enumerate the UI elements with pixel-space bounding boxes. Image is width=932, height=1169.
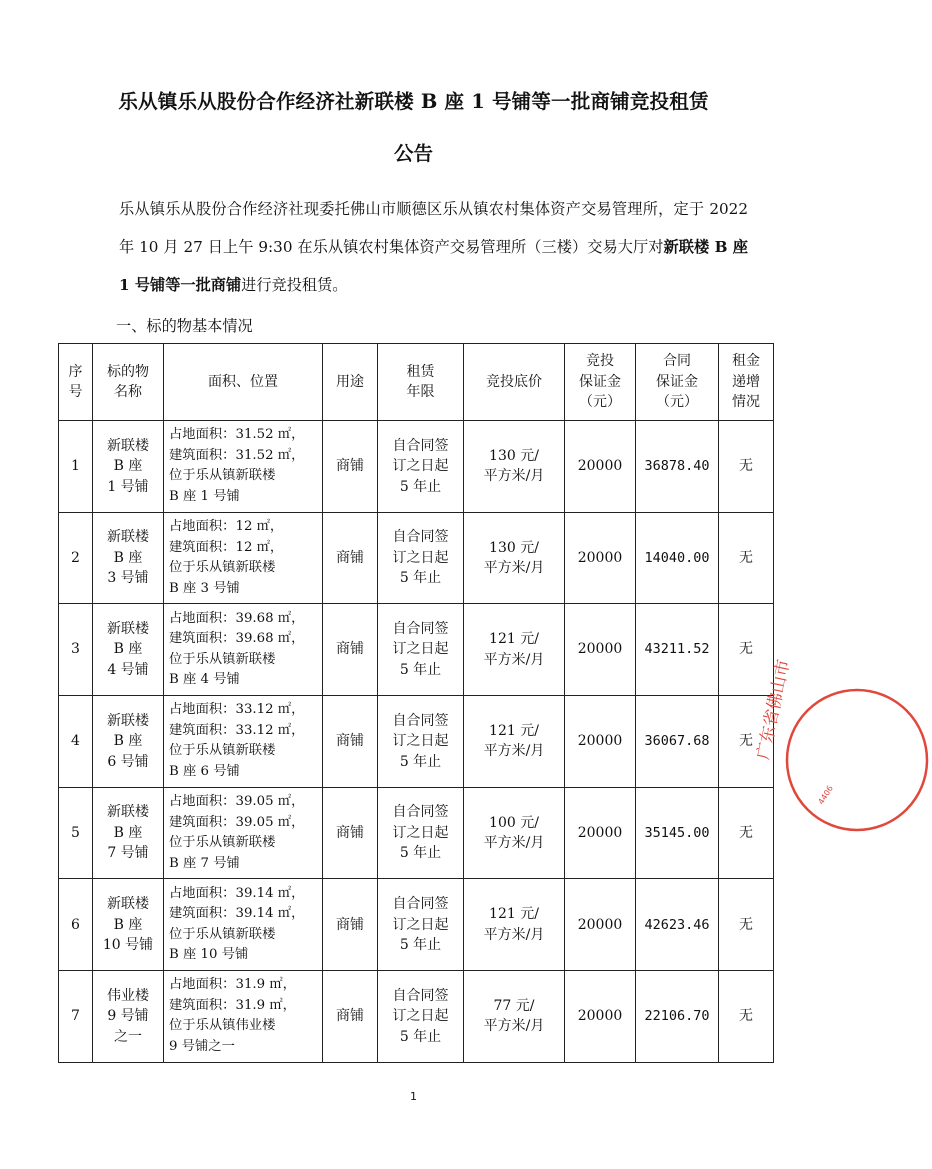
- cell-use: 商铺: [323, 696, 378, 788]
- cell-name: 新联楼 B 座 1 号铺: [93, 421, 164, 513]
- cell-term: 自合同签 订之日起 5 年止: [378, 512, 464, 604]
- cell-term: 自合同签 订之日起 5 年止: [378, 971, 464, 1063]
- cell-area: 占地面积：39.68 ㎡， 建筑面积：39.68 ㎡， 位于乐从镇新联楼 B 座 4 号铺: [164, 604, 323, 696]
- cell-price: 100 元/ 平方米/月: [464, 787, 565, 879]
- header-area: 面积、位置: [164, 344, 323, 421]
- cell-price: 130 元/ 平方米/月: [464, 421, 565, 513]
- cell-contract-deposit: 43211.52: [636, 604, 719, 696]
- intro-text-bold: 新联楼 B 座 1 号铺等一批商铺: [119, 238, 748, 294]
- cell-contract-deposit: 36067.68: [636, 696, 719, 788]
- intro-text-part2: 进行竞投租赁。: [241, 276, 348, 294]
- cell-no: 3: [59, 604, 93, 696]
- cell-term: 自合同签 订之日起 5 年止: [378, 421, 464, 513]
- cell-increase: 无: [719, 512, 774, 604]
- cell-no: 1: [59, 421, 93, 513]
- cell-price: 77 元/ 平方米/月: [464, 971, 565, 1063]
- section-heading: 一、标的物基本情况: [116, 317, 253, 335]
- table-row: [59, 971, 774, 1063]
- cell-name: 伟业楼 9 号铺 之一: [93, 971, 164, 1063]
- page-number: 1: [410, 1090, 417, 1103]
- cell-price: 121 元/ 平方米/月: [464, 604, 565, 696]
- cell-price: 130 元/ 平方米/月: [464, 512, 565, 604]
- cell-use: 商铺: [323, 604, 378, 696]
- cell-bid-deposit: 20000: [565, 604, 636, 696]
- table-row: [59, 604, 774, 696]
- cell-name: 新联楼 B 座 10 号铺: [93, 879, 164, 971]
- cell-area: 占地面积：39.14 ㎡， 建筑面积：39.14 ㎡， 位于乐从镇新联楼 B 座 10 号铺: [164, 879, 323, 971]
- cell-no: 4: [59, 696, 93, 788]
- cell-area: 占地面积：39.05 ㎡， 建筑面积：39.05 ㎡， 位于乐从镇新联楼 B 座 7 号铺: [164, 787, 323, 879]
- cell-name: 新联楼 B 座 6 号铺: [93, 696, 164, 788]
- cell-name: 新联楼 B 座 7 号铺: [93, 787, 164, 879]
- cell-bid-deposit: 20000: [565, 696, 636, 788]
- cell-use: 商铺: [323, 971, 378, 1063]
- cell-term: 自合同签 订之日起 5 年止: [378, 696, 464, 788]
- table-header-row: [59, 344, 774, 421]
- document-title: 乐从镇乐从股份合作经济社新联楼 B 座 1 号铺等一批商铺竞投租赁: [118, 90, 709, 113]
- cell-use: 商铺: [323, 512, 378, 604]
- cell-area: 占地面积：31.9 ㎡， 建筑面积：31.9 ㎡， 位于乐从镇伟业楼 9 号铺之一: [164, 971, 323, 1063]
- cell-price: 121 元/ 平方米/月: [464, 696, 565, 788]
- cell-increase: 无: [719, 696, 774, 788]
- property-table: [58, 343, 774, 1063]
- cell-use: 商铺: [323, 879, 378, 971]
- cell-contract-deposit: 22106.70: [636, 971, 719, 1063]
- cell-no: 7: [59, 971, 93, 1063]
- cell-contract-deposit: 36878.40: [636, 421, 719, 513]
- official-seal: [753, 657, 932, 835]
- cell-no: 6: [59, 879, 93, 971]
- table-row: [59, 879, 774, 971]
- intro-text-part1: 乐从镇乐从股份合作经济社现委托佛山市顺德区乐从镇农村集体资产交易管理所，定于 2022 年 10 月 27 日上午 9:30 在乐从镇农村集体资产交易管理所（三楼）交易大厅对: [119, 200, 748, 256]
- cell-area: 占地面积：12 ㎡， 建筑面积：12 ㎡， 位于乐从镇新联楼 B 座 3 号铺: [164, 512, 323, 604]
- cell-area: 占地面积：31.52 ㎡， 建筑面积：31.52 ㎡， 位于乐从镇新联楼 B 座 1 号铺: [164, 421, 323, 513]
- cell-name: 新联楼 B 座 4 号铺: [93, 604, 164, 696]
- cell-increase: 无: [719, 879, 774, 971]
- header-increase: 租金 递增 情况: [719, 344, 774, 421]
- cell-bid-deposit: 20000: [565, 971, 636, 1063]
- cell-increase: 无: [719, 971, 774, 1063]
- cell-increase: 无: [719, 604, 774, 696]
- header-use: 用途: [323, 344, 378, 421]
- table-row: [59, 421, 774, 513]
- cell-name: 新联楼 B 座 3 号铺: [93, 512, 164, 604]
- header-term: 租赁 年限: [378, 344, 464, 421]
- document-subtitle: 公告: [393, 142, 433, 165]
- cell-no: 5: [59, 787, 93, 879]
- cell-contract-deposit: 35145.00: [636, 787, 719, 879]
- cell-bid-deposit: 20000: [565, 787, 636, 879]
- header-name: 标的物 名称: [93, 344, 164, 421]
- cell-term: 自合同签 订之日起 5 年止: [378, 787, 464, 879]
- cell-no: 2: [59, 512, 93, 604]
- seal-ring: [787, 690, 927, 830]
- cell-use: 商铺: [323, 421, 378, 513]
- cell-contract-deposit: 14040.00: [636, 512, 719, 604]
- header-contract-deposit: 合同 保证金 （元）: [636, 344, 719, 421]
- table-row: [59, 787, 774, 879]
- cell-price: 121 元/ 平方米/月: [464, 879, 565, 971]
- seal-text: 广东省佛山市: [753, 657, 795, 762]
- table-row: [59, 512, 774, 604]
- header-price: 竞投底价: [464, 344, 565, 421]
- intro-paragraph: [84, 190, 748, 304]
- cell-bid-deposit: 20000: [565, 512, 636, 604]
- header-no: 序 号: [59, 344, 93, 421]
- header-bid-deposit: 竞投 保证金 （元）: [565, 344, 636, 421]
- cell-increase: 无: [719, 421, 774, 513]
- cell-increase: 无: [719, 787, 774, 879]
- table-row: [59, 696, 774, 788]
- cell-bid-deposit: 20000: [565, 879, 636, 971]
- cell-contract-deposit: 42623.46: [636, 879, 719, 971]
- cell-area: 占地面积：33.12 ㎡， 建筑面积：33.12 ㎡， 位于乐从镇新联楼 B 座 6 号铺: [164, 696, 323, 788]
- cell-term: 自合同签 订之日起 5 年止: [378, 604, 464, 696]
- cell-use: 商铺: [323, 787, 378, 879]
- cell-bid-deposit: 20000: [565, 421, 636, 513]
- seal-code: 4406: [816, 784, 835, 807]
- cell-term: 自合同签 订之日起 5 年止: [378, 879, 464, 971]
